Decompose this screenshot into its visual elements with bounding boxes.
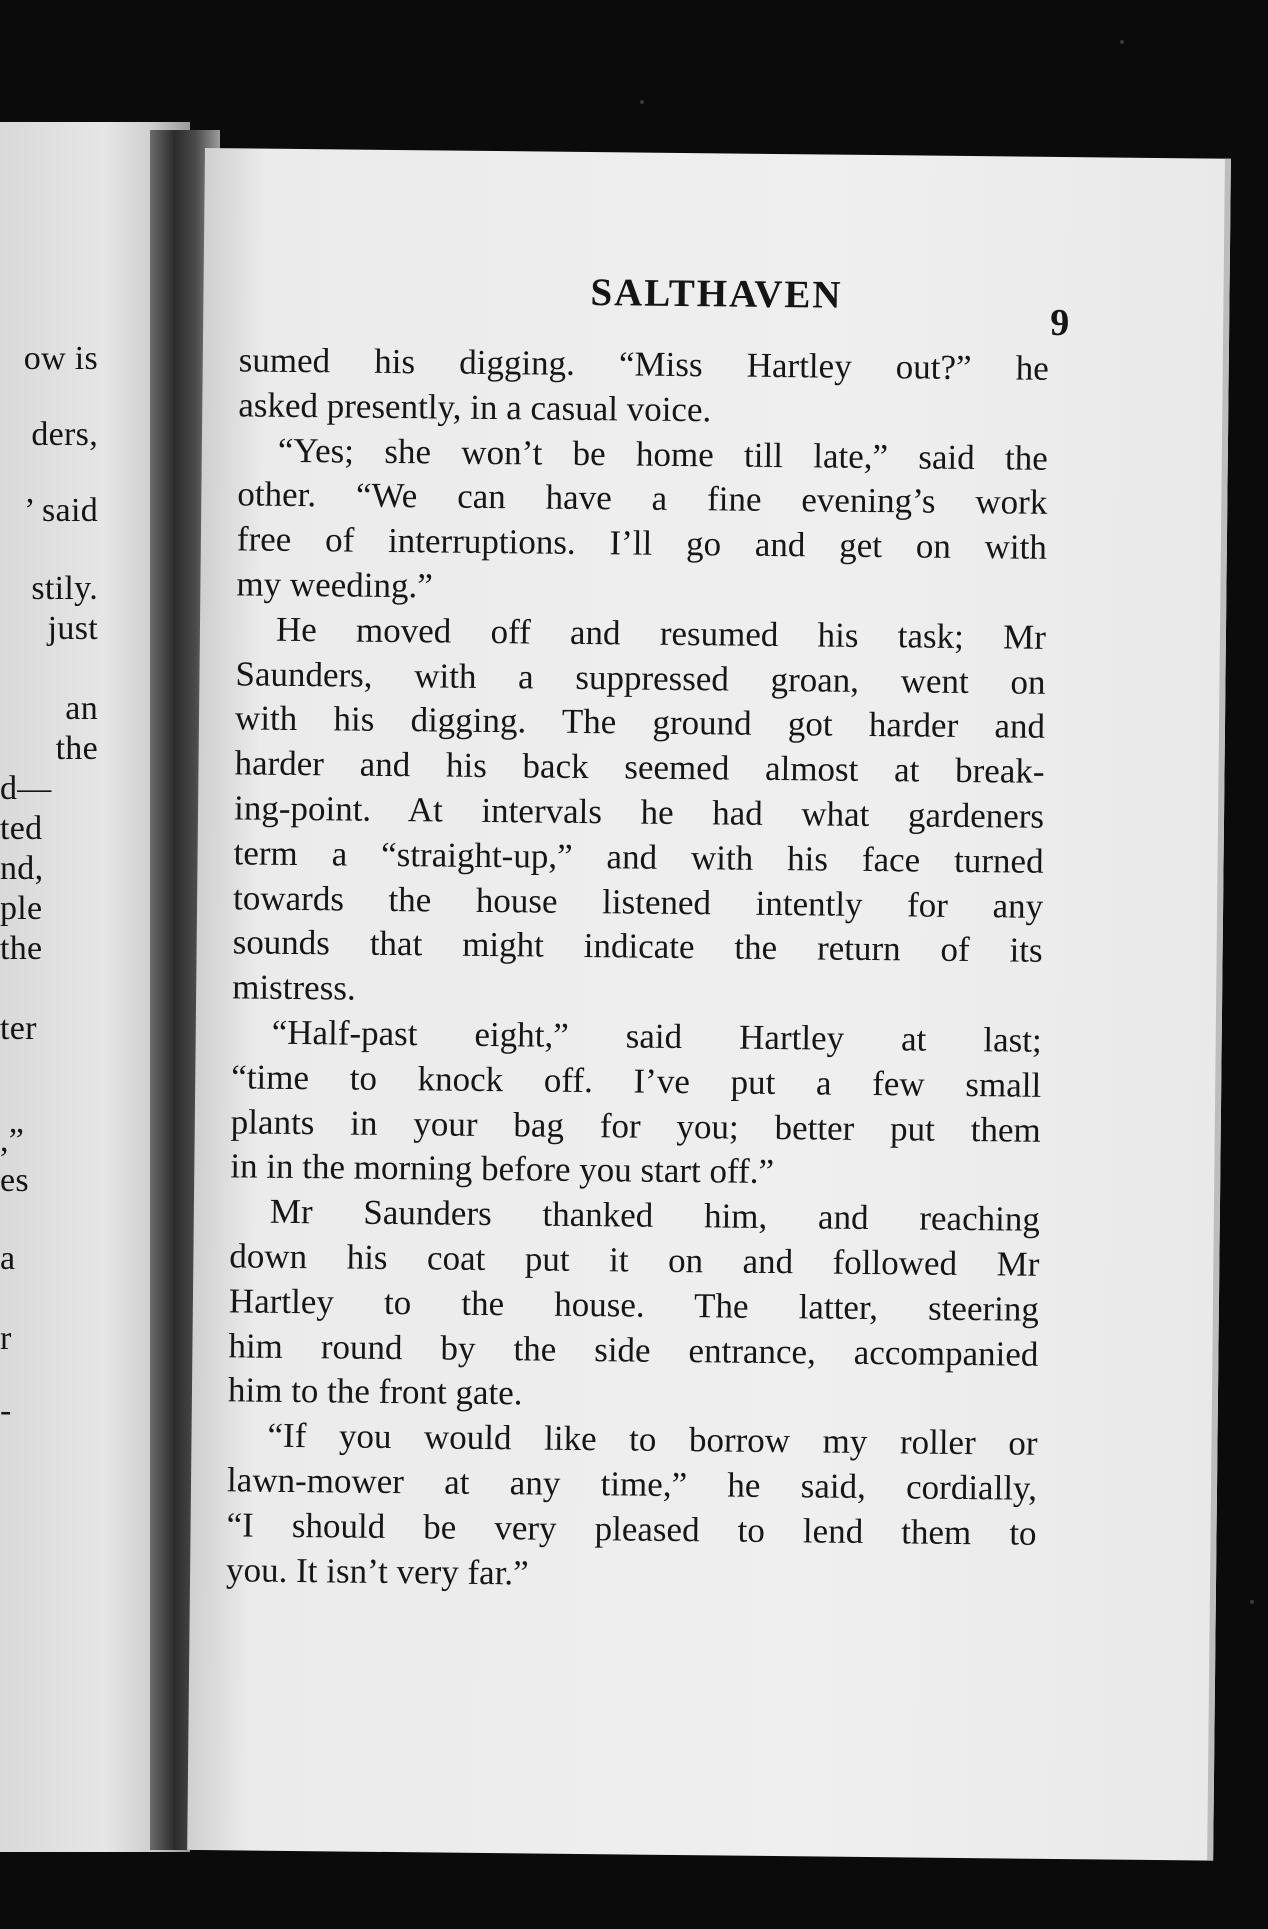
- text-line: my weeding.”: [236, 564, 433, 606]
- text-line: asked presently, in a casual voice.: [238, 385, 712, 430]
- text-line: “time to knock off. I’ve put a few small: [231, 1057, 1042, 1105]
- text-line: sumed his digging. “Miss Hartley out?” he: [238, 340, 1049, 388]
- text-line: “Yes; she won’t be home till late,” said the: [277, 430, 1049, 478]
- text-line: Hartley to the house. The latter, steering: [228, 1281, 1040, 1329]
- previous-page-line: es: [0, 1162, 29, 1199]
- previous-page-line: stily.: [31, 570, 98, 607]
- previous-page-line: ders,: [31, 416, 98, 453]
- previous-page-line: ple: [0, 890, 43, 927]
- text-line: other. “We can have a fine evening’s work: [237, 474, 1048, 523]
- text-line: He moved off and resumed his task; Mr: [275, 609, 1047, 657]
- text-line: Mr Saunders thanked him, and reaching: [269, 1191, 1041, 1239]
- page-edge: [1207, 159, 1231, 1861]
- running-head: SALTHAVEN: [590, 271, 843, 317]
- scan-speck: [640, 100, 644, 104]
- text-line: “If you would like to borrow my roller or: [267, 1415, 1038, 1463]
- text-line: towards the house listened intently for any: [232, 877, 1044, 926]
- text-line: him to the front gate.: [227, 1370, 523, 1413]
- text-line: you. It isn’t very far.”: [225, 1549, 529, 1592]
- text-line: him round by the side entrance, accompanied: [228, 1325, 1039, 1374]
- text-line: in in the morning before you start off.”: [230, 1146, 775, 1192]
- previous-page-line: r: [0, 1320, 12, 1357]
- previous-page-line: ter: [0, 1010, 37, 1047]
- previous-page-line: ,”: [0, 1122, 25, 1159]
- previous-page-line: ’ said: [24, 492, 98, 529]
- page-number: 9: [1049, 301, 1070, 345]
- text-line: harder and his back seemed almost at break-: [234, 743, 1045, 791]
- scan-speck: [1120, 40, 1124, 44]
- previous-page-line: just: [47, 610, 98, 647]
- text-line: down his coat put it on and followed Mr: [229, 1236, 1040, 1284]
- book-page: [187, 148, 1231, 1861]
- previous-page-line: an: [65, 690, 98, 727]
- previous-page-line: -: [0, 1392, 12, 1429]
- text-line: sounds that might indicate the return of its: [232, 922, 1043, 971]
- text-line: “I should be very pleased to lend them to: [226, 1505, 1037, 1553]
- previous-page-line: a: [0, 1240, 16, 1277]
- text-line: free of interruptions. I’ll go and get on with: [236, 519, 1048, 568]
- previous-page-line: ted: [0, 810, 43, 847]
- body-text: [226, 338, 1049, 1601]
- text-line: ing-point. At intervals he had what gardeners: [233, 788, 1045, 836]
- text-line: Saunders, with a suppressed groan, went on: [235, 653, 1046, 702]
- previous-page-line: the: [55, 730, 98, 767]
- previous-page-line: the: [0, 930, 43, 967]
- text-line: “Half-past eight,” said Hartley at last;: [271, 1012, 1042, 1060]
- scan-speck: [1250, 1600, 1254, 1604]
- previous-page-line: nd,: [0, 850, 44, 887]
- text-line: term a “straight-up,” and with his face turned: [233, 833, 1044, 881]
- text-line: with his digging. The ground got harder and: [234, 698, 1046, 747]
- text-line: plants in your bag for you; better put them: [230, 1101, 1041, 1150]
- previous-page-line: ow is: [23, 340, 98, 377]
- previous-page-line: d—: [0, 770, 52, 807]
- text-line: mistress.: [232, 967, 356, 1008]
- text-line: lawn-mower at any time,” he said, cordially,: [226, 1460, 1038, 1508]
